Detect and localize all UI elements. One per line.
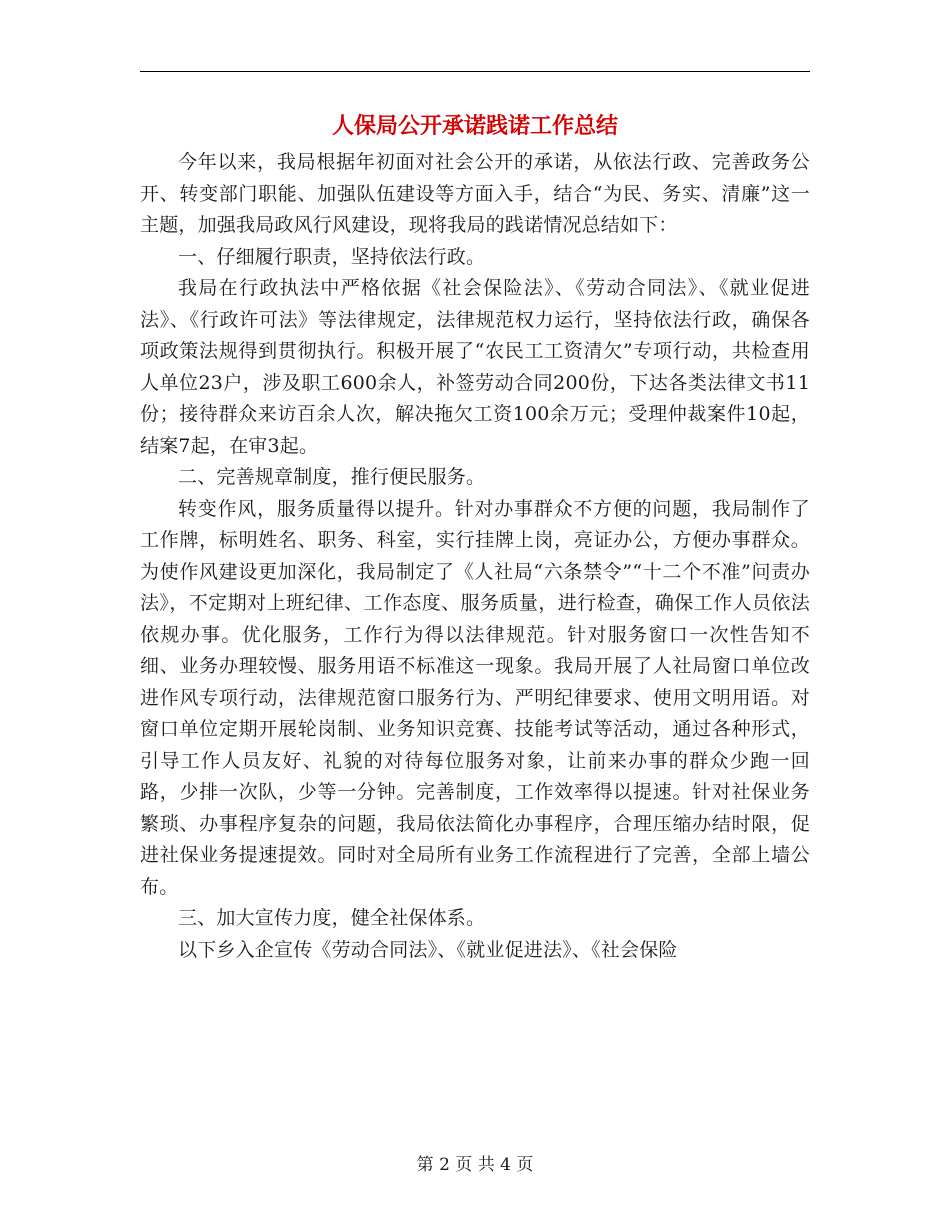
section-heading-3: 三、加大宣传力度，健全社保体系。: [178, 907, 486, 929]
paragraph-section-1: 我局在行政执法中严格依据《社会保险法》、《劳动合同法》、《就业促进法》、《行政许可法》等法律规定，法律规范权力运行，坚持依法行政，确保各项政策法规得到贯彻执行。积极开展了“农民工工资清欠”专项行动，共检查用人单位23户，涉及职工600余人，补签劳动合同200份，下达各类法律文书11份；接待群众来访百余人次，解决拖欠工资100余万元；受理仲裁案件10起，结案7起，在审3起。: [140, 277, 810, 457]
paragraph-intro: 今年以来，我局根据年初面对社会公开的承诺，从依法行政、完善政务公开、转变部门职能、加强队伍建设等方面入手，结合“为民、务实、清廉”这一主题，加强我局政风行风建设，现将我局的践诺情况总结如下：: [140, 151, 810, 236]
section-heading-2: 二、完善规章制度，推行便民服务。: [178, 466, 486, 488]
page-footer: [0, 1153, 950, 1177]
page-number-label: 第 2 页 共 4 页: [416, 1155, 534, 1175]
document-title: 人保局公开承诺践诺工作总结: [331, 113, 618, 139]
paragraph-section-2: 转变作风，服务质量得以提升。针对办事群众不方便的问题，我局制作了工作牌，标明姓名、职务、科室，实行挂牌上岗，亮证办公，方便办事群众。为使作风建设更加深化，我局制定了《人社局“六条禁令”“十二个不准”问责办法》，不定期对上班纪律、工作态度、服务质量，进行检查，确保工作人员依法依规办事。优化服务，工作行为得以法律规范。针对服务窗口一次性告知不细、业务办理较慢、服务用语不标准这一现象。我局开展了人社局窗口单位改进作风专项行动，法律规范窗口服务行为、严明纪律要求、使用文明用语。对窗口单位定期开展轮岗制、业务知识竞赛、技能考试等活动，通过各种形式，引导工作人员友好、礼貌的对待每位服务对象，让前来办事的群众少跑一回路，少排一次队，少等一分钟。完善制度，工作效率得以提速。针对社保业务繁琐、办事程序复杂的问题，我局依法简化办事程序，合理压缩办结时限，促进社保业务提速提效。同时对全局所有业务工作流程进行了完善，全部上墙公布。: [140, 497, 810, 898]
section-heading-1: 一、仔细履行职责，坚持依法行政。: [178, 245, 486, 268]
document-body: [140, 147, 810, 966]
paragraph-section-3: 以下乡入企宣传《劳动合同法》、《就业促进法》、《社会保险: [178, 938, 678, 961]
header-rule: [140, 71, 810, 72]
